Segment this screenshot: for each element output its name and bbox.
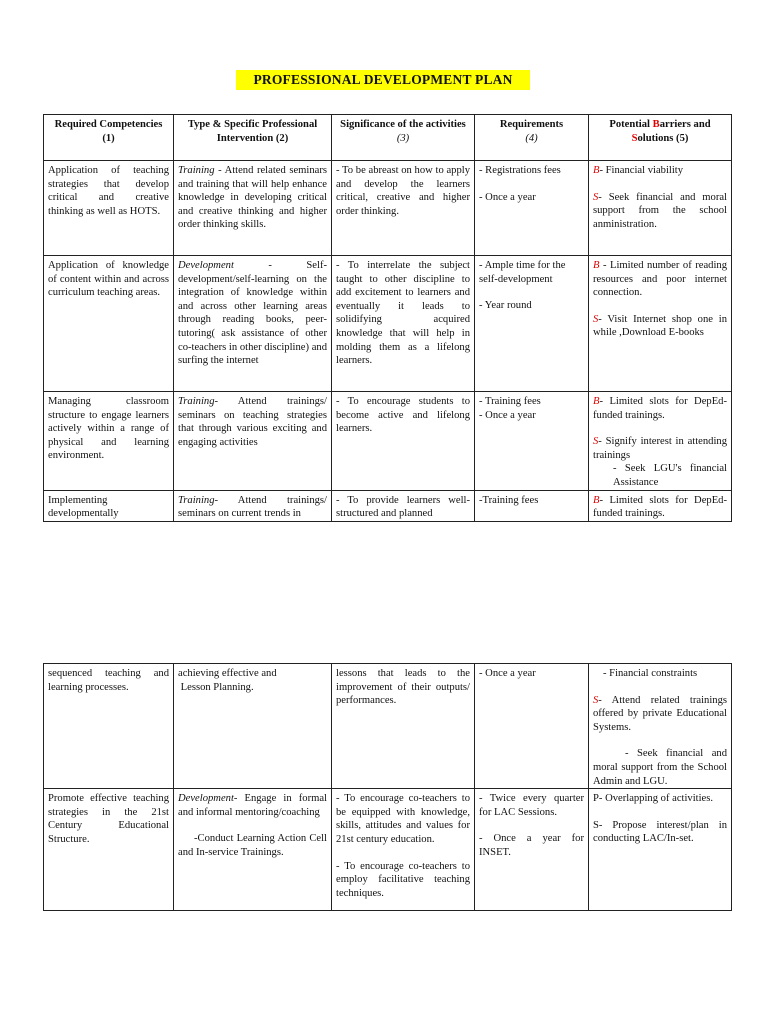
barriers-cell: B- Limited slots for DepEd-funded trainings. S- Signify interest in attending trainings - Seek LGU's financial Assistance xyxy=(589,392,732,491)
header-intervention: Type & Specific Professional Intervention (2) xyxy=(174,115,332,161)
intervention-cell: Development - Self-development/self-learning on the integration of knowledge within and across other learning areas through reading books, peer-tutoring( ask assistance of other co-teachers in other discipline) and surfing the internet xyxy=(174,256,332,392)
requirements-cell: - Twice every quarter for LAC Sessions. - Once a year for INSET. xyxy=(475,789,589,911)
table-row xyxy=(44,789,732,911)
requirements-cell: -Training fees xyxy=(475,490,589,521)
significance-cell: - To encourage co-teachers to be equipped with knowledge, skills, attitudes and values for 21st century education. - To encourage co-teachers to employ facilitative teaching techniques. xyxy=(332,789,475,911)
barriers-cell: B- Limited slots for DepEd-funded trainings. xyxy=(589,490,732,521)
header-requirements: Requirements (4) xyxy=(475,115,589,161)
intervention-cell: achieving effective and Lesson Planning. xyxy=(174,664,332,789)
competency-cell: Application of knowledge of content within and across curriculum teaching areas. xyxy=(44,256,174,392)
significance-cell: - To encourage students to become active and lifelong learners. xyxy=(332,392,475,491)
significance-cell: lessons that leads to the improvement of their outputs/ performances. xyxy=(332,664,475,789)
competency-cell: Promote effective teaching strategies in the 21st Century Educational Structure. xyxy=(44,789,174,911)
competency-cell: sequenced teaching and learning processes. xyxy=(44,664,174,789)
header-significance: Significance of the activities (3) xyxy=(332,115,475,161)
table-row xyxy=(44,256,732,392)
significance-cell: - To interrelate the subject taught to other discipline to add excitement to learners and eventually it leads to solidifying acquired knowledge that will help in molding them as a lifelong learners. xyxy=(332,256,475,392)
header-competencies: Required Competencies (1) xyxy=(44,115,174,161)
table-row xyxy=(44,161,732,256)
development-plan-table-continued xyxy=(43,663,732,911)
table-row xyxy=(44,490,732,521)
page-title: PROFESSIONAL DEVELOPMENT PLAN xyxy=(236,70,530,90)
intervention-cell: Training - Attend related seminars and training that will help enhance knowledge in developing critical and creative thinking and higher order thinking skills. xyxy=(174,161,332,256)
table-row xyxy=(44,664,732,789)
competency-cell: Implementing developmentally xyxy=(44,490,174,521)
barriers-cell: - Financial constraints S- Attend related trainings offered by private Educational Systems. - Seek financial and moral support from the School Admin and LGU. xyxy=(589,664,732,789)
barriers-cell: B- Financial viability S- Seek financial and moral support from the school anministration. xyxy=(589,161,732,256)
significance-cell: - To be abreast on how to apply and develop the learners critical, creative and higher order thinking. xyxy=(332,161,475,256)
header-barriers-solutions: Potential Barriers and Solutions (5) xyxy=(589,115,732,161)
requirements-cell: - Registrations fees - Once a year xyxy=(475,161,589,256)
development-plan-table xyxy=(43,114,732,522)
intervention-cell: Development- Engage in formal and informal mentoring/coaching -Conduct Learning Action Cell and In-service Trainings. xyxy=(174,789,332,911)
requirements-cell: - Once a year xyxy=(475,664,589,789)
barriers-cell: B - Limited number of reading resources and poor internet connection. S- Visit Internet shop one in while ,Download E-books xyxy=(589,256,732,392)
intervention-cell: Training- Attend trainings/ seminars on current trends in xyxy=(174,490,332,521)
table-header-row xyxy=(44,115,732,161)
barriers-cell: P- Overlapping of activities. S- Propose interest/plan in conducting LAC/In-set. xyxy=(589,789,732,911)
table-row xyxy=(44,392,732,491)
significance-cell: - To provide learners well-structured and planned xyxy=(332,490,475,521)
requirements-cell: - Ample time for the self-development - Year round xyxy=(475,256,589,392)
competency-cell: Application of teaching strategies that develop critical and creative thinking as well as HOTS. xyxy=(44,161,174,256)
competency-cell: Managing classroom structure to engage learners actively within a range of physical and learning environment. xyxy=(44,392,174,491)
intervention-cell: Training- Attend trainings/ seminars on teaching strategies that through various exciting and engaging activities xyxy=(174,392,332,491)
requirements-cell: - Training fees - Once a year xyxy=(475,392,589,491)
